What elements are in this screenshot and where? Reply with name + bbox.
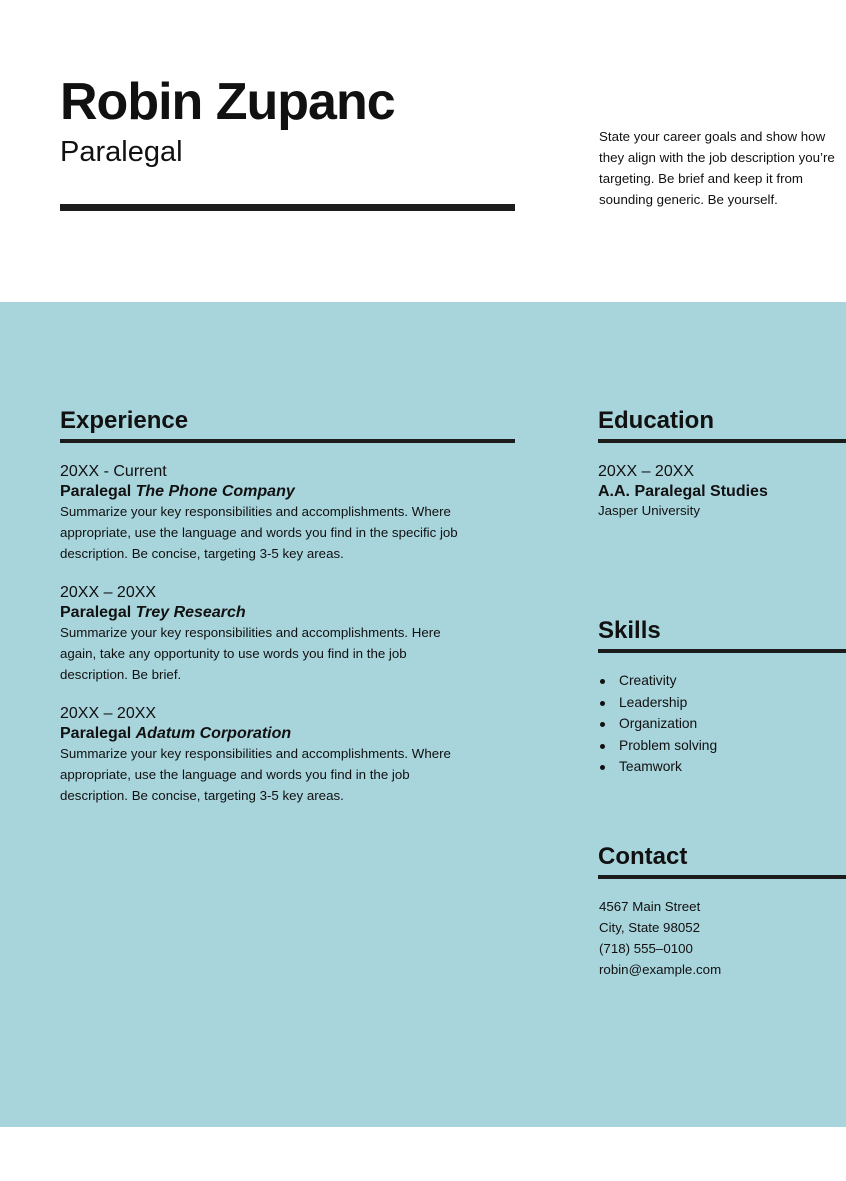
resume-name: Robin Zupanc — [60, 73, 395, 131]
objective-statement: State your career goals and show how they align with the job description you’re targeting. Be brief and keep it from sounding generic. Be yourself. — [599, 129, 835, 207]
skill-item: Problem solving — [598, 735, 717, 757]
experience-item — [60, 583, 460, 685]
job-description: Summarize your key responsibilities and accomplishments. Where appropriate, use the language and words you find in the specific job description. Be concise, targeting 3-5 key areas. — [60, 504, 458, 561]
job-dates: 20XX - Current — [60, 463, 167, 480]
job-role: Paralegal Adatum Corporation — [60, 725, 292, 742]
skill-item: Organization — [598, 713, 717, 735]
contact-email[interactable]: robin@example.com — [599, 962, 722, 977]
job-dates: 20XX – 20XX — [60, 705, 157, 722]
contact-city: City, State 98052 — [599, 920, 701, 935]
contact-details — [599, 896, 721, 980]
education-degree: A.A. Paralegal Studies — [598, 483, 768, 500]
education-divider — [598, 439, 846, 443]
job-description: Summarize your key responsibilities and accomplishments. Where appropriate, use the language and words you find in the job description. Be concise, targeting 3-5 key areas. — [60, 746, 451, 803]
skill-item: Creativity — [598, 670, 717, 692]
bullet-icon — [600, 765, 605, 770]
experience-item — [60, 462, 480, 564]
resume-job-title: Paralegal — [60, 136, 183, 168]
education-school: Jasper University — [598, 503, 700, 518]
bullet-icon — [600, 679, 605, 684]
contact-street: 4567 Main Street — [599, 899, 701, 914]
bullet-icon — [600, 744, 605, 749]
job-description: Summarize your key responsibilities and accomplishments. Here again, take any opportunity to use words you find in the job description. Be brief. — [60, 625, 441, 682]
education-entry — [598, 462, 838, 520]
experience-item — [60, 704, 470, 806]
job-dates: 20XX – 20XX — [60, 584, 157, 601]
job-role: Paralegal The Phone Company — [60, 483, 295, 500]
bullet-icon — [600, 701, 605, 706]
header-divider — [60, 204, 515, 211]
skills-divider — [598, 649, 846, 653]
bullet-icon — [600, 722, 605, 727]
job-role: Paralegal Trey Research — [60, 604, 246, 621]
skills-heading: Skills — [598, 617, 661, 644]
job-company: The Phone Company — [135, 483, 295, 500]
experience-heading: Experience — [60, 407, 189, 434]
skill-item: Leadership — [598, 692, 717, 714]
education-heading: Education — [598, 407, 715, 434]
experience-divider — [60, 439, 515, 443]
contact-heading: Contact — [598, 843, 688, 870]
education-dates: 20XX – 20XX — [598, 463, 695, 480]
job-company: Trey Research — [135, 604, 246, 621]
skill-item: Teamwork — [598, 756, 717, 778]
job-company: Adatum Corporation — [135, 725, 292, 742]
contact-phone: (718) 555–0100 — [599, 941, 693, 956]
contact-divider — [598, 875, 846, 879]
skills-list — [598, 670, 717, 778]
